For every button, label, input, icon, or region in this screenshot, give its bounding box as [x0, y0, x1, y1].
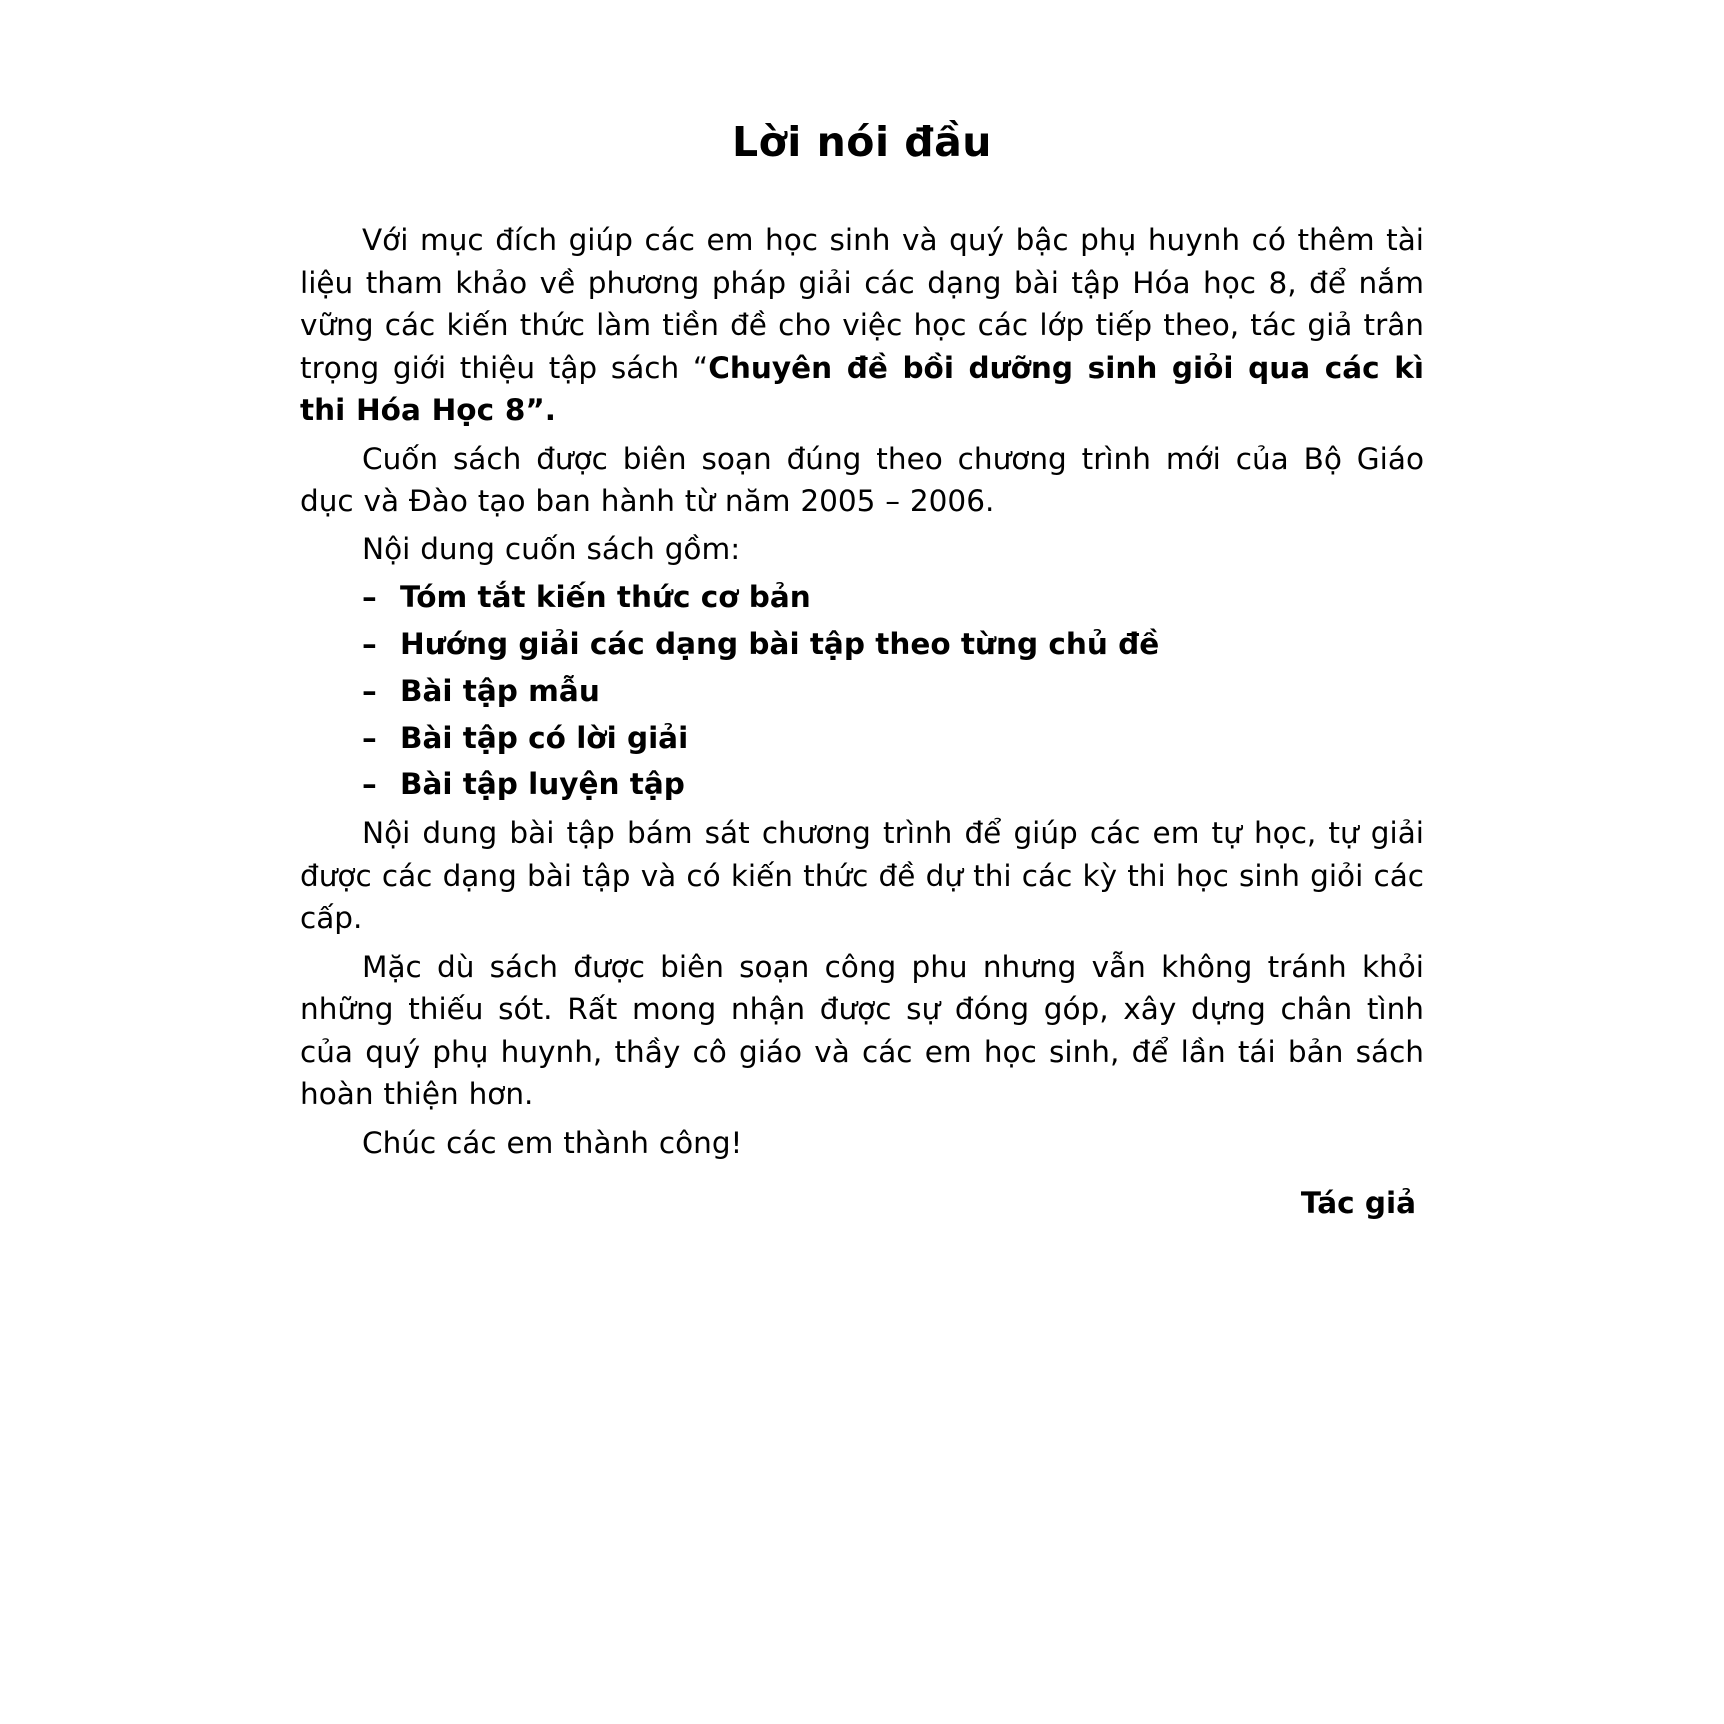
paragraph-contents-lead: Nội dung cuốn sách gồm:: [362, 532, 741, 567]
list-item-label: Bài tập có lời giải: [400, 720, 689, 755]
signature: Tác giả: [1300, 1186, 1416, 1221]
paragraph-self-study: Nội dung bài tập bám sát chương trình để giúp các em tự học, tự giải được các dạng bài tập và có kiến thức đề dự thi các kỳ thi học sinh giỏi các cấp.: [300, 816, 1424, 936]
paragraph-intro-plain: Với mục đích giúp các em học sinh và quý bậc phụ huynh có thêm tài liệu tham khảo về phương pháp giải các dạng bài tập Hóa học 8, để nắm vững các kiến thức làm tiền đề cho việc học các lớp tiếp theo, tác giả trân trọng giới thiệu tập sách “: [300, 223, 1424, 385]
dash-bullet-icon: –: [362, 579, 377, 614]
paragraph-program: Cuốn sách được biên soạn đúng theo chương trình mới của Bộ Giáo dục và Đào tạo ban hành từ năm 2005 – 2006.: [300, 441, 1424, 518]
list-item: [300, 624, 1424, 666]
list-item-label: Tóm tắt kiến thức cơ bản: [400, 579, 811, 614]
contents-list: [300, 577, 1424, 806]
list-item-label: Hướng giải các dạng bài tập theo từng chủ đề: [400, 626, 1160, 661]
dash-bullet-icon: –: [362, 626, 377, 661]
page-title: Lời nói đầu: [731, 118, 992, 166]
list-item: [300, 577, 1424, 619]
dash-bullet-icon: –: [362, 720, 377, 755]
paragraph-wish: Chúc các em thành công!: [362, 1125, 743, 1160]
list-item: [300, 764, 1424, 806]
paragraph-feedback: Mặc dù sách được biên soạn công phu nhưng vẫn không tránh khỏi những thiếu sót. Rất mong nhận được sự đóng góp, xây dựng chân tình của quý phụ huynh, thầy cô giáo và các em học sinh, để lần tái bản sách hoàn thiện hơn.: [300, 949, 1424, 1112]
paragraph-intro-booktitle: Chuyên đề bồi dưỡng sinh giỏi qua các kì thi Hóa Học 8”.: [300, 350, 1424, 428]
list-item-label: Bài tập luyện tập: [400, 767, 685, 802]
list-item: [300, 718, 1424, 760]
list-item-label: Bài tập mẫu: [400, 673, 600, 708]
paragraph-intro: [300, 219, 1424, 431]
list-item: [300, 671, 1424, 713]
dash-bullet-icon: –: [362, 673, 377, 708]
dash-bullet-icon: –: [362, 767, 377, 802]
